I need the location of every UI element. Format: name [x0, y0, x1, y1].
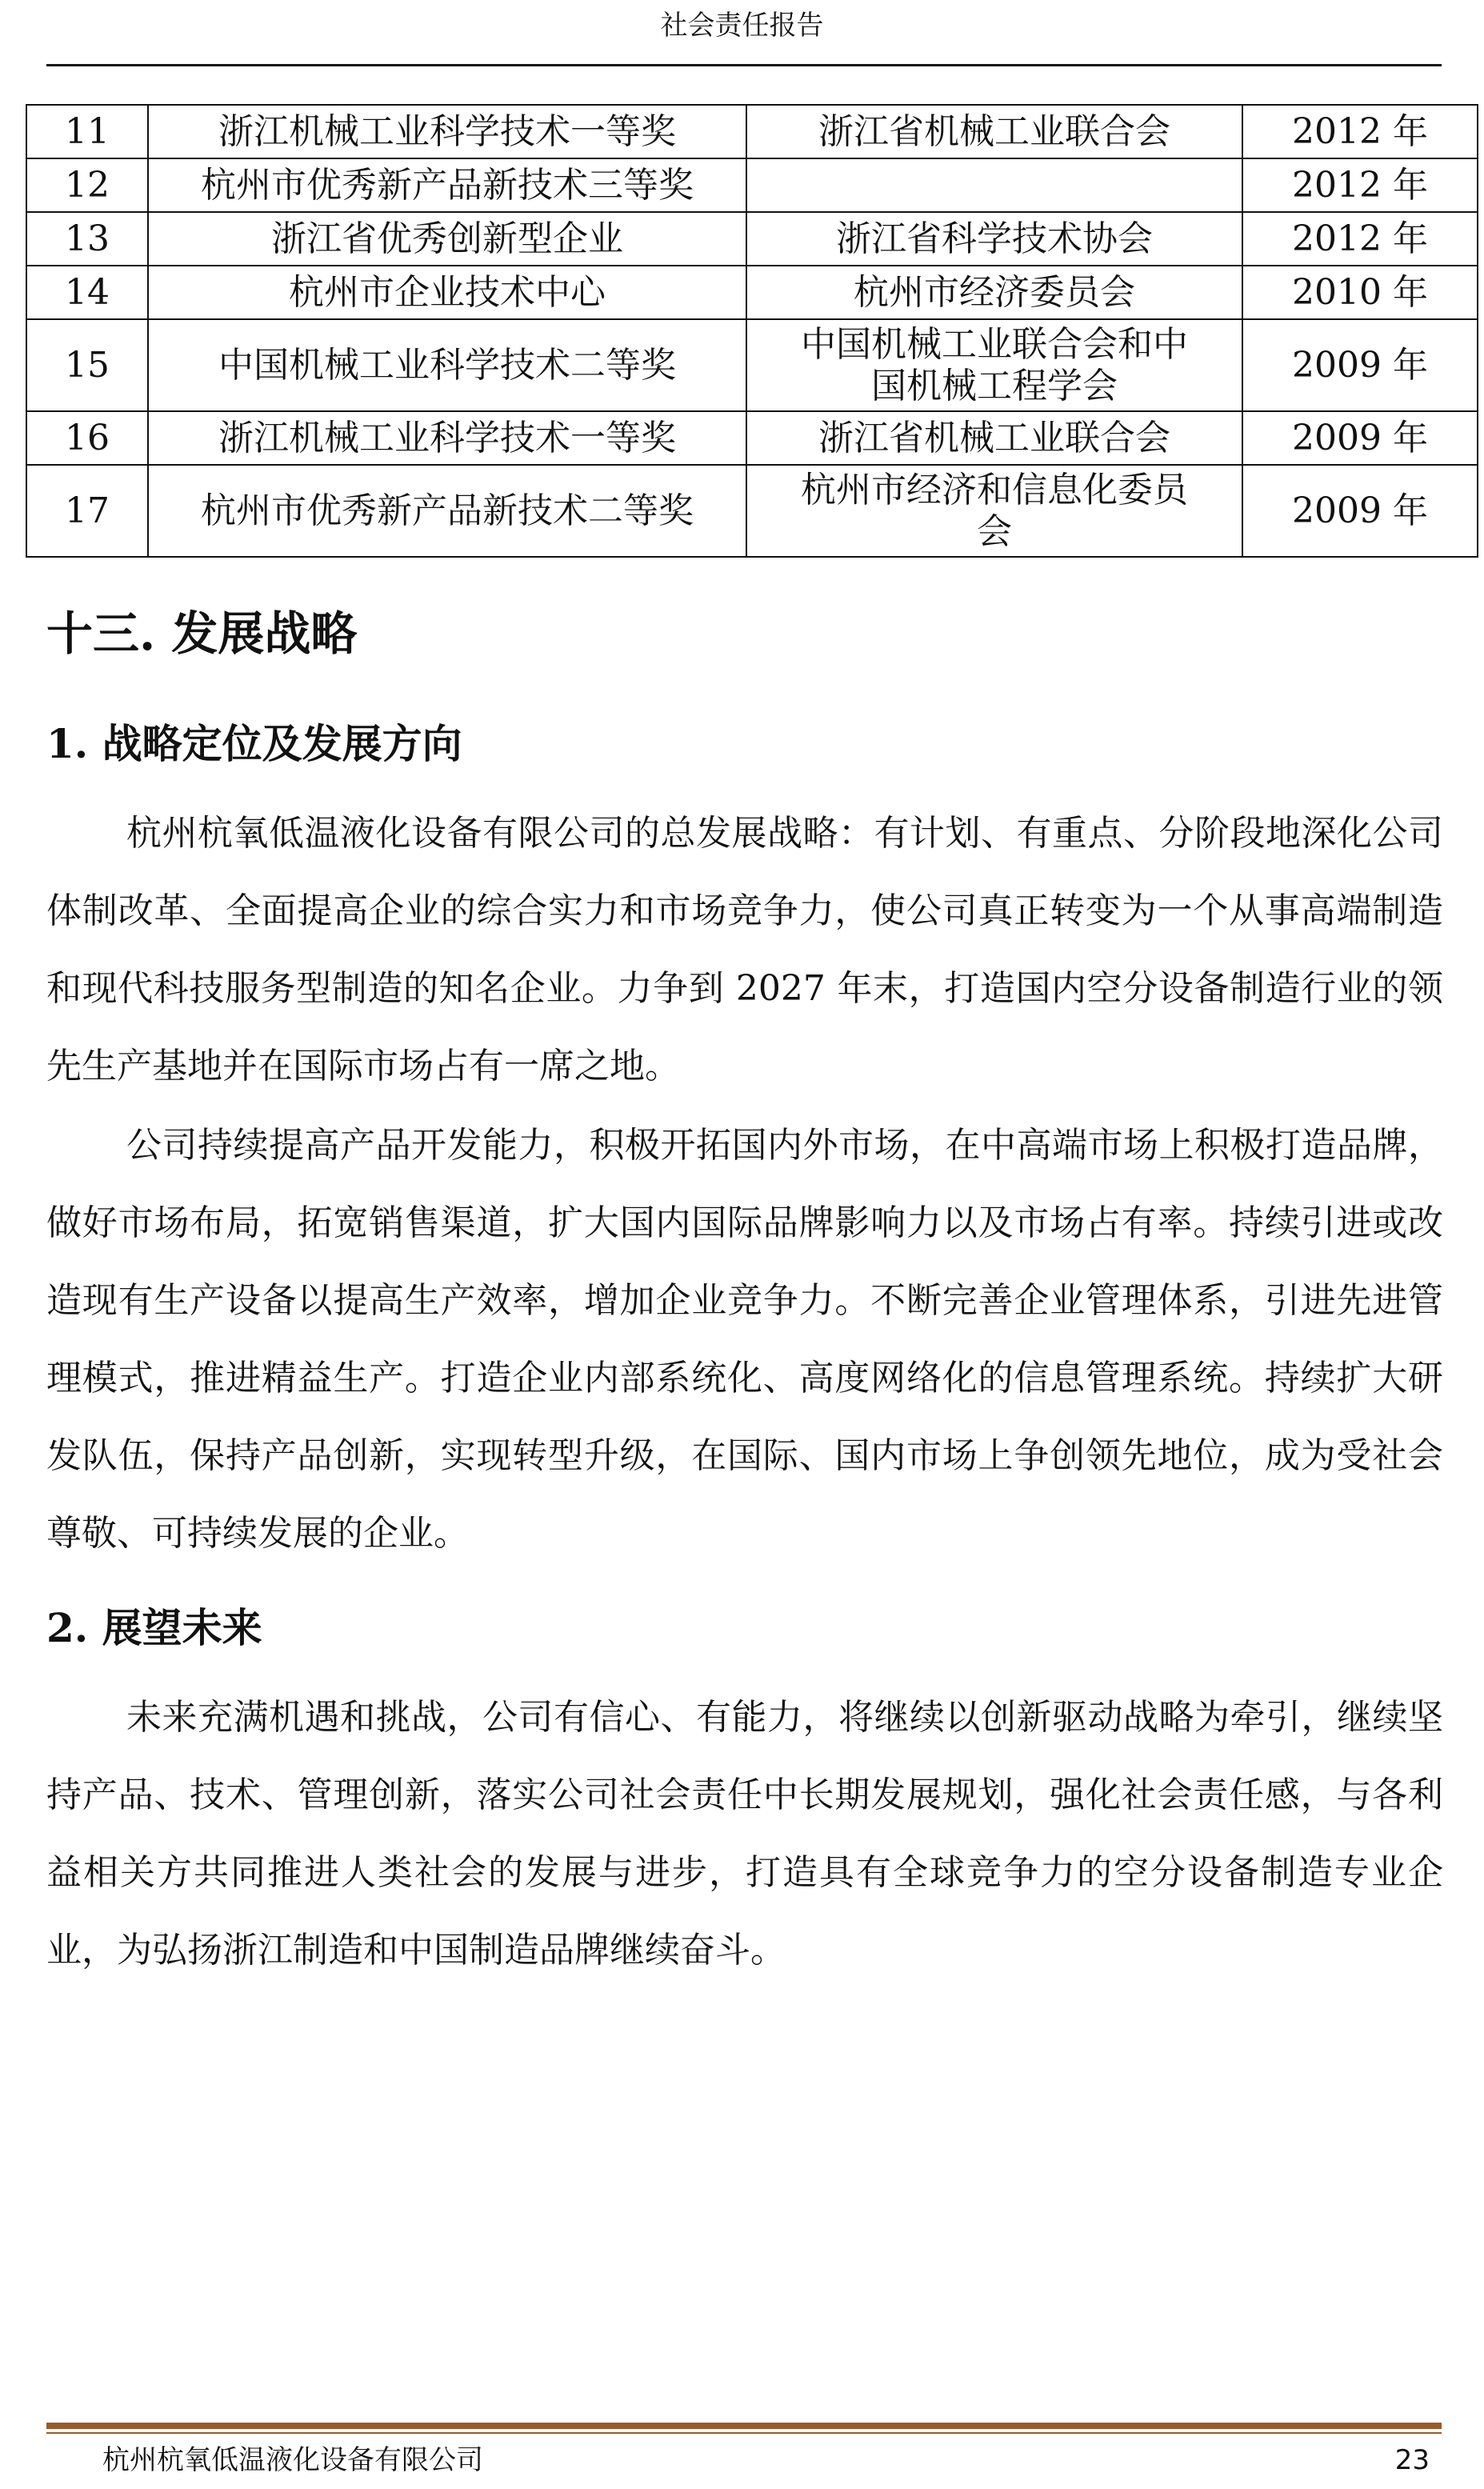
table-row	[26, 212, 1478, 266]
footer-company-name: 杭州杭氧低温液化设备有限公司	[102, 2444, 483, 2476]
table-row	[26, 319, 1478, 411]
award-issuer: 杭州市经济委员会	[746, 266, 1242, 319]
footer-divider	[46, 2423, 1442, 2429]
award-no: 17	[26, 465, 148, 557]
award-name: 浙江机械工业科学技术一等奖	[148, 105, 746, 158]
award-name: 浙江机械工业科学技术一等奖	[148, 411, 746, 465]
table-row	[26, 105, 1478, 158]
award-no: 13	[26, 212, 148, 266]
award-issuer: 浙江省机械工业联合会	[746, 105, 1242, 158]
award-year: 2010 年	[1242, 266, 1478, 319]
header-divider	[46, 64, 1442, 66]
body-paragraph: 公司持续提高产品开发能力，积极开拓国内外市场，在中高端市场上积极打造品牌，做好市场布局，拓宽销售渠道，扩大国内国际品牌影响力以及市场占有率。持续引进或改造现有生产设备以提高生产效率，增加企业竞争力。不断完善企业管理体系，引进先进管理模式，推进精益生产。打造企业内部系统化、高度网络化的信息管理系统。持续扩大研发队伍，保持产品创新，实现转型升级，在国际、国内市场上争创领先地位，成为受社会尊敬、可持续发展的企业。	[46, 1125, 1443, 1554]
award-name: 杭州市优秀新产品新技术三等奖	[148, 158, 746, 212]
body-paragraph: 杭州杭氧低温液化设备有限公司的总发展战略：有计划、有重点、分阶段地深化公司体制改革、全面提高企业的综合实力和市场竞争力，使公司真正转变为一个从事高端制造和现代科技服务型制造的知名企业。力争到 2027 年末，打造国内空分设备制造行业的领先生产基地并在国际市场占有一席之地。	[46, 813, 1443, 1086]
award-no: 12	[26, 158, 148, 212]
award-year: 2012 年	[1242, 158, 1478, 212]
award-issuer	[746, 158, 1242, 212]
award-name: 中国机械工业科学技术二等奖	[148, 319, 746, 411]
award-issuer: 浙江省科学技术协会	[746, 212, 1242, 266]
awards-table	[26, 104, 1478, 558]
award-year: 2009 年	[1242, 465, 1478, 557]
subsection-heading: 2. 展望未来	[46, 1604, 262, 1651]
award-issuer-line: 杭州市经济和信息化委员	[801, 469, 1188, 510]
award-name: 杭州市企业技术中心	[148, 266, 746, 319]
award-issuer-line: 中国机械工业联合会和中	[801, 323, 1188, 365]
award-name: 浙江省优秀创新型企业	[148, 212, 746, 266]
award-no: 11	[26, 105, 148, 158]
award-no: 14	[26, 266, 148, 319]
subsection-heading: 1. 战略定位及发展方向	[46, 720, 462, 767]
award-year: 2009 年	[1242, 319, 1478, 411]
award-no: 16	[26, 411, 148, 465]
body-paragraph: 未来充满机遇和挑战，公司有信心、有能力，将继续以创新驱动战略为牵引，继续坚持产品、技术、管理创新，落实公司社会责任中长期发展规划，强化社会责任感，与各利益相关方共同推进人类社会的发展与进步，打造具有全球竞争力的空分设备制造专业企业，为弘扬浙江制造和中国制造品牌继续奋斗。	[46, 1697, 1443, 1971]
award-issuer	[746, 319, 1242, 411]
award-issuer-line: 国机械工程学会	[871, 365, 1118, 406]
table-row	[26, 266, 1478, 319]
page-number: 23	[1394, 2444, 1430, 2476]
award-issuer: 浙江省机械工业联合会	[746, 411, 1242, 465]
award-issuer-line: 会	[977, 510, 1012, 552]
award-name: 杭州市优秀新产品新技术二等奖	[148, 465, 746, 557]
table-row	[26, 158, 1478, 212]
award-year: 2012 年	[1242, 212, 1478, 266]
award-issuer	[746, 465, 1242, 557]
table-row	[26, 465, 1478, 557]
page-header-title: 社会责任报告	[660, 10, 824, 42]
table-row	[26, 411, 1478, 465]
footer-divider-thin	[46, 2432, 1442, 2434]
award-no: 15	[26, 319, 148, 411]
award-year: 2012 年	[1242, 105, 1478, 158]
award-year: 2009 年	[1242, 411, 1478, 465]
section-heading: 十三. 发展战略	[46, 606, 358, 661]
